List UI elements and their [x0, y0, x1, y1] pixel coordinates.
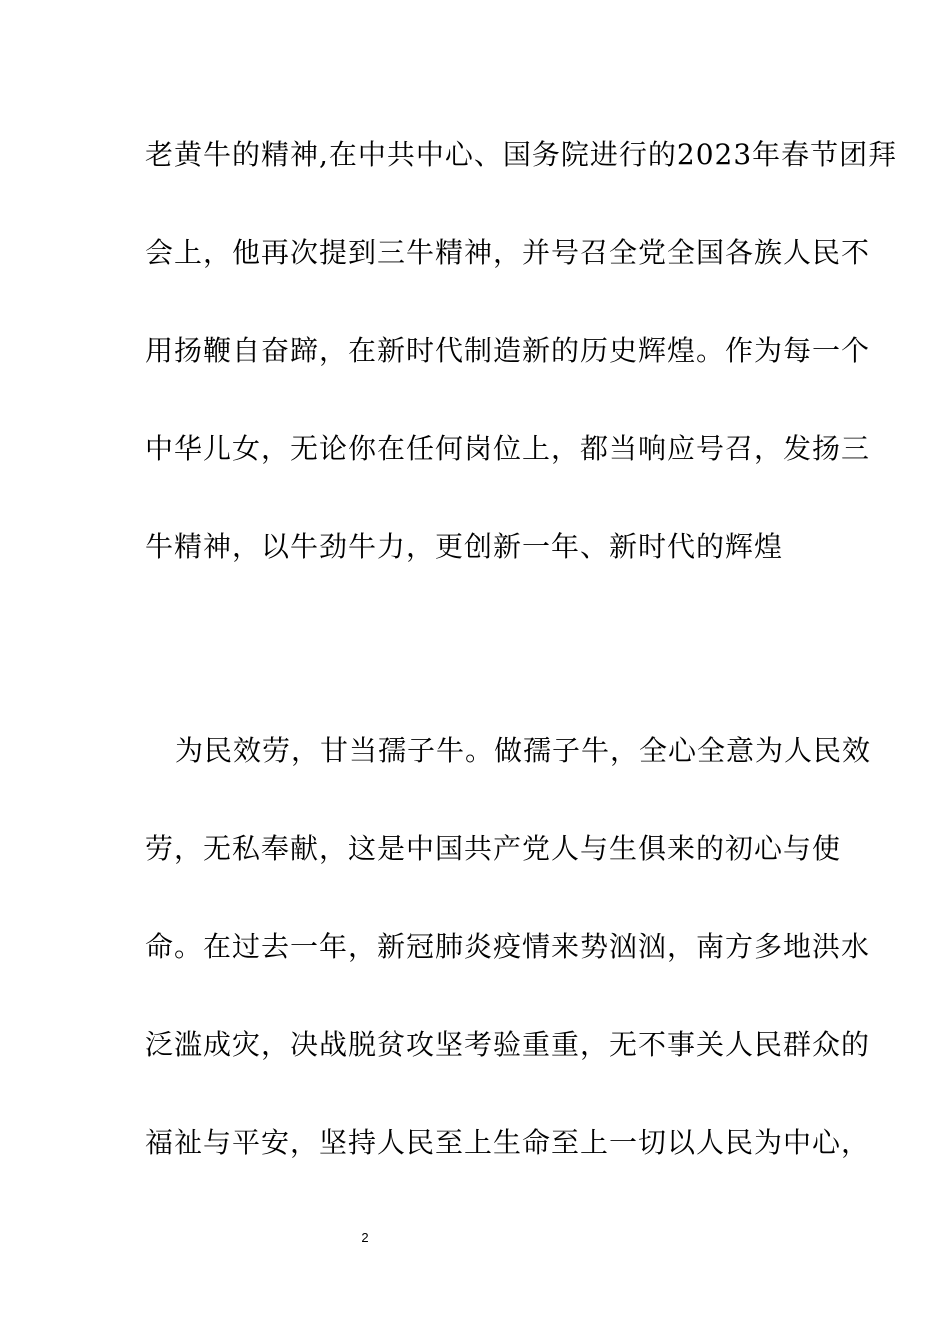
paragraph-2-line-3: 命。在过去一年，新冠肺炎疫情来势汹汹，南方多地洪水	[145, 930, 871, 963]
paragraph-2-line-1: 为民效劳，甘当孺子牛。做孺子牛，全心全意为人民效	[175, 734, 872, 767]
paragraph-1-line-2: 会上，他再次提到三牛精神，并号召全党全国各族人民不	[145, 236, 871, 269]
page-number: 2	[361, 1230, 369, 1245]
paragraph-1-line-1: 老黄牛的精神,在中共中心、国务院进行的2023年春节团拜	[145, 138, 898, 171]
paragraph-1-line-3: 用扬鞭自奋蹄，在新时代制造新的历史辉煌。作为每一个	[145, 334, 871, 367]
paragraph-2-line-5: 福祉与平安，坚持人民至上生命至上一切以人民为中心，	[145, 1126, 871, 1159]
paragraph-2-line-4: 泛滥成灾，决战脱贫攻坚考验重重，无不事关人民群众的	[145, 1028, 871, 1061]
paragraph-1-line-4: 中华儿女，无论你在任何岗位上，都当响应号召，发扬三	[145, 432, 871, 465]
paragraph-2-line-2: 劳，无私奉献，这是中国共产党人与生俱来的初心与使	[145, 832, 842, 865]
paragraph-1-line-5: 牛精神，以牛劲牛力，更创新一年、新时代的辉煌	[145, 530, 784, 563]
